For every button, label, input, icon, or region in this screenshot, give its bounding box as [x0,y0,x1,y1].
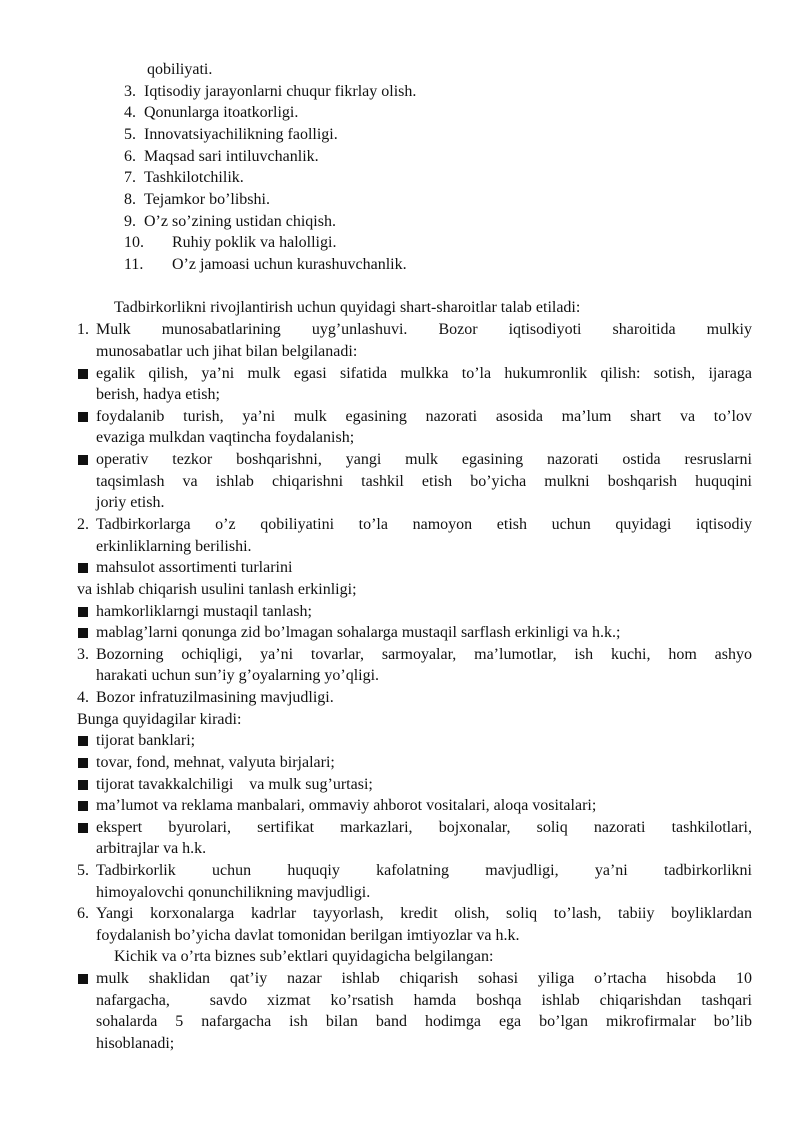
bullet-item-continuation: joriy etish. [96,494,165,511]
bullet-item: tijorat tavakkalchiligi va mulk sug’urtasi; [0,774,800,796]
list-item: 7. Tashkilotchilik. [124,169,244,186]
bullet-item: mulk shaklidan qat’iy nazar ishlab chiqarish sohasi yiliga o’rtacha hisobda 10 [0,968,800,990]
condition-item: 2. Tadbirkorlarga o’z qobiliyatini to’la namoyon etish uchun quyidagi iqtisodiy [77,516,752,533]
square-bullet-icon [78,736,88,746]
sub-heading: Bunga quyidagilar kiradi: [77,711,242,728]
bullet-item: egalik qilish, ya’ni mulk egasi sifatida mulkka to’la hukumronlik qilish: sotish, ijaraga [0,363,800,385]
list-item: 8. Tejamkor bo’libshi. [124,191,270,208]
condition-item-continuation: munosabatlar uch jihat bilan belgilanadi: [96,343,358,360]
square-bullet-icon [78,628,88,638]
square-bullet-icon [78,780,88,790]
bullet-item: mablag’larni qonunga zid bo’lmagan sohalarga mustaqil sarflash erkinligi va h.k.; [0,622,800,644]
list-item: 11. O’z jamoasi uchun kurashuvchanlik. [124,256,407,273]
square-bullet-icon [78,758,88,768]
list-item: 3. Iqtisodiy jarayonlarni chuqur fikrlay olish. [124,83,417,100]
condition-item-continuation: foydalanish bo’yicha davlat tomonidan berilgan imtiyozlar va h.k. [96,927,520,944]
condition-item: 3. Bozorning ochiqligi, ya’ni tovarlar, sarmoyalar, ma’lumotlar, ish kuchi, hom ashyo [77,646,752,663]
bullet-item-continuation: sohalarda 5 nafargacha ish bilan band hodimga ega bo’lgan mikrofirmalar bo’lib [96,1013,752,1030]
square-bullet-icon [78,563,88,573]
list-item: 4. Qonunlarga itoatkorligi. [124,104,299,121]
list-item: 5. Innovatsiyachilikning faolligi. [124,126,338,143]
condition-item-continuation: himoyalovchi qonunchilikning mavjudligi. [96,884,371,901]
list-continuation: qobiliyati. [147,61,213,78]
bullet-item-continuation: taqsimlash va ishlab chiqarishni tashkil etish bo’yicha mulkni boshqarish huquqini [96,473,752,490]
bullet-item: foydalanib turish, ya’ni mulk egasining nazorati asosida ma’lum shart va to’lov [0,406,800,428]
bullet-item-continuation: arbitrajlar va h.k. [96,840,207,857]
bullet-item-continuation: nafargacha, savdo xizmat ko’rsatish hamda boshqa ishlab chiqarishdan tashqari [96,992,752,1009]
square-bullet-icon [78,412,88,422]
square-bullet-icon [78,823,88,833]
condition-item-continuation: erkinliklarning berilishi. [96,538,252,555]
bullet-item: tovar, fond, mehnat, valyuta birjalari; [0,752,800,774]
square-bullet-icon [78,369,88,379]
square-bullet-icon [78,974,88,984]
bullet-item-continuation: berish, hadya etish; [96,386,220,403]
condition-item: 5. Tadbirkorlik uchun huquqiy kafolatning mavjudligi, ya’ni tadbirkorlikni [77,862,752,879]
bullet-item: mahsulot assortimenti turlarini [0,557,800,579]
bullet-item-continuation: evaziga mulkdan vaqtincha foydalanish; [96,429,355,446]
bullet-item: ma’lumot va reklama manbalari, ommaviy ahborot vositalari, aloqa vositalari; [0,795,800,817]
list-item: 6. Maqsad sari intiluvchanlik. [124,148,319,165]
bullet-item: ekspert byurolari, sertifikat markazlari, bojxonalar, soliq nazorati tashkilotlari, [0,817,800,839]
intro-paragraph: Tadbirkorlikni rivojlantirish uchun quyidagi shart-sharoitlar talab etiladi: [114,299,581,316]
bullet-item: tijorat banklari; [0,730,800,752]
square-bullet-icon [78,801,88,811]
list-item: 9. O’z so’zining ustidan chiqish. [124,213,336,230]
small-business-intro: Kichik va o’rta biznes sub’ektlari quyidagicha belgilangan: [114,948,494,965]
condition-item: 6. Yangi korxonalarga kadrlar tayyorlash, kredit olish, soliq to’lash, tabiiy boyliklardan [77,905,752,922]
list-item: 10. Ruhiy poklik va halolligi. [124,234,337,251]
bullet-item-continuation: hisoblanadi; [96,1035,175,1052]
condition-item-continuation: harakati uchun sun’iy g’oyalarning yo’qligi. [96,667,380,684]
square-bullet-icon [78,455,88,465]
square-bullet-icon [78,607,88,617]
bullet-item-continuation: va ishlab chiqarish usulini tanlash erkinligi; [77,581,357,598]
bullet-item: operativ tezkor boshqarishni, yangi mulk egasining nazorati ostida resruslarni [0,449,800,471]
condition-item: 4. Bozor infratuzilmasining mavjudligi. [77,689,334,706]
condition-item: 1. Mulk munosabatlarining uyg’unlashuvi. Bozor iqtisodiyoti sharoitida mulkiy [77,321,752,338]
bullet-item: hamkorliklarngi mustaqil tanlash; [0,601,800,623]
